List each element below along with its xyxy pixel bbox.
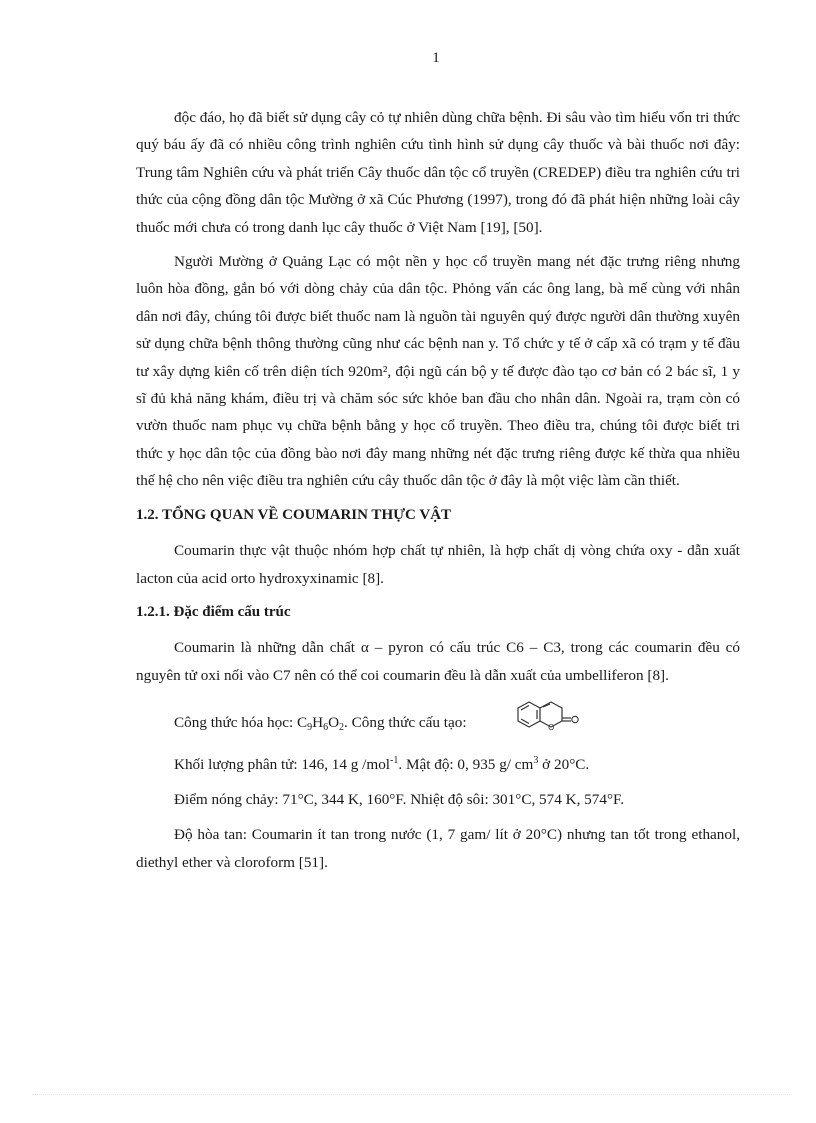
formula-o: O <box>328 714 340 732</box>
formula-suffix: . Công thức cấu tạo: <box>344 714 467 732</box>
molar-mass-line <box>136 751 740 778</box>
section-intro: Coumarin thực vật thuộc nhóm hợp chất tự nhiên, là hợp chất dị vòng chứa oxy - dẫn xuất lacton của acid orto hydroxyxinamic [8]. <box>136 542 740 587</box>
paragraph-muong: Người Mường ở Quảng Lạc có một nền y học cổ truyền mang nét đặc trưng riêng nhưng luôn hòa đồng, gắn bó với dòng chảy của dân tộc. Phỏng vấn các ông lang, bà mế cùng với nhân dân nơi đây, chúng tôi được biết thuốc nam là nguồn tài nguyên quý được người dân thường xuyên sử dụng chữa bệnh thông thường cũng như các bệnh nan y. Tổ chức y tế ở cấp xã có trạm y tế đầu tư xây dựng kiên cố trên diện tích 920m², đội ngũ cán bộ y tế được đào tạo cơ bản có 2 bác sĩ, 1 y sĩ đủ khả năng khám, điều trị và chăm sóc sức khỏe ban đầu cho nhân dân. Ngoài ra, trạm còn có vườn thuốc nam phục vụ chữa bệnh bằng y học cổ truyền. Theo điều tra, chúng tôi được biết tri thức y học dân tộc của đồng bào nơi đây mang những nét đặc trưng riêng được kế thừa qua nhiều thế hệ cho nên việc điều tra nghiên cứu cây thuốc dân tộc ở đây là một việc làm cần thiết. <box>136 253 740 490</box>
density-cube: 3 <box>533 754 539 766</box>
section-heading: 1.2. TỔNG QUAN VỀ COUMARIN THỰC VẬT <box>136 506 452 523</box>
page-number: 1 <box>432 50 440 66</box>
formula-line <box>136 699 740 742</box>
formula-c-count: 9 <box>307 722 313 734</box>
melting-line: Điểm nóng chảy: 71°C, 344 K, 160°F. Nhiệt độ sôi: 301°C, 574 K, 574°F. <box>174 790 625 808</box>
molar-mass-sup: -1 <box>390 754 399 766</box>
formula-prefix: Công thức hóa học: C <box>174 714 308 732</box>
solubility-paragraph: Độ hòa tan: Coumarin ít tan trong nước (1, 7 gam/ lít ở 20°C) nhưng tan tốt trong ethanol, diethyl ether và cloroform [51]. <box>136 826 740 871</box>
svg-text:O: O <box>548 723 555 733</box>
formula-h-count: 6 <box>323 722 329 734</box>
subsection-heading: 1.2.1. Đặc điểm cấu trúc <box>136 603 291 620</box>
page-bottom-rule <box>32 1094 792 1095</box>
molar-mass-text: Khối lượng phân tử: 146, 14 g /mol <box>174 755 391 773</box>
coumarin-structure-icon <box>472 699 582 742</box>
formula-h: H <box>312 714 324 732</box>
formula-o-count: 2 <box>339 722 345 734</box>
paragraph-intro: độc đáo, họ đã biết sử dụng cây cỏ tự nhiên dùng chữa bệnh. Đi sâu vào tìm hiểu vốn tri thức quý báu ấy đã có nhiều công trình nghiên cứu tình hình sử dụng cây thuốc và bài thuốc nơi đây: Trung tâm Nghiên cứu và phát triển Cây thuốc dân tộc cổ truyền (CREDEP) điều tra nghiên cứu tri thức của cộng đồng dân tộc Mường ở xã Cúc Phương (1997), trong đó đã phát hiện những loài cây thuốc mới chưa có trong danh lục cây thuốc ở Việt Nam [19], [50]. <box>136 109 740 236</box>
molar-mass-rest: . Mật độ: 0, 935 g/ cm <box>398 755 534 773</box>
structure-paragraph: Coumarin là những dẫn chất α – pyron có cấu trúc C6 – C3, trong các coumarin đều có nguyên tử oxi nối vào C7 nên có thể coi coumarin đều là dẫn xuất của umbelliferon [8]. <box>136 639 740 684</box>
density-tail: ở 20°C. <box>538 755 590 773</box>
document-body <box>136 104 740 883</box>
